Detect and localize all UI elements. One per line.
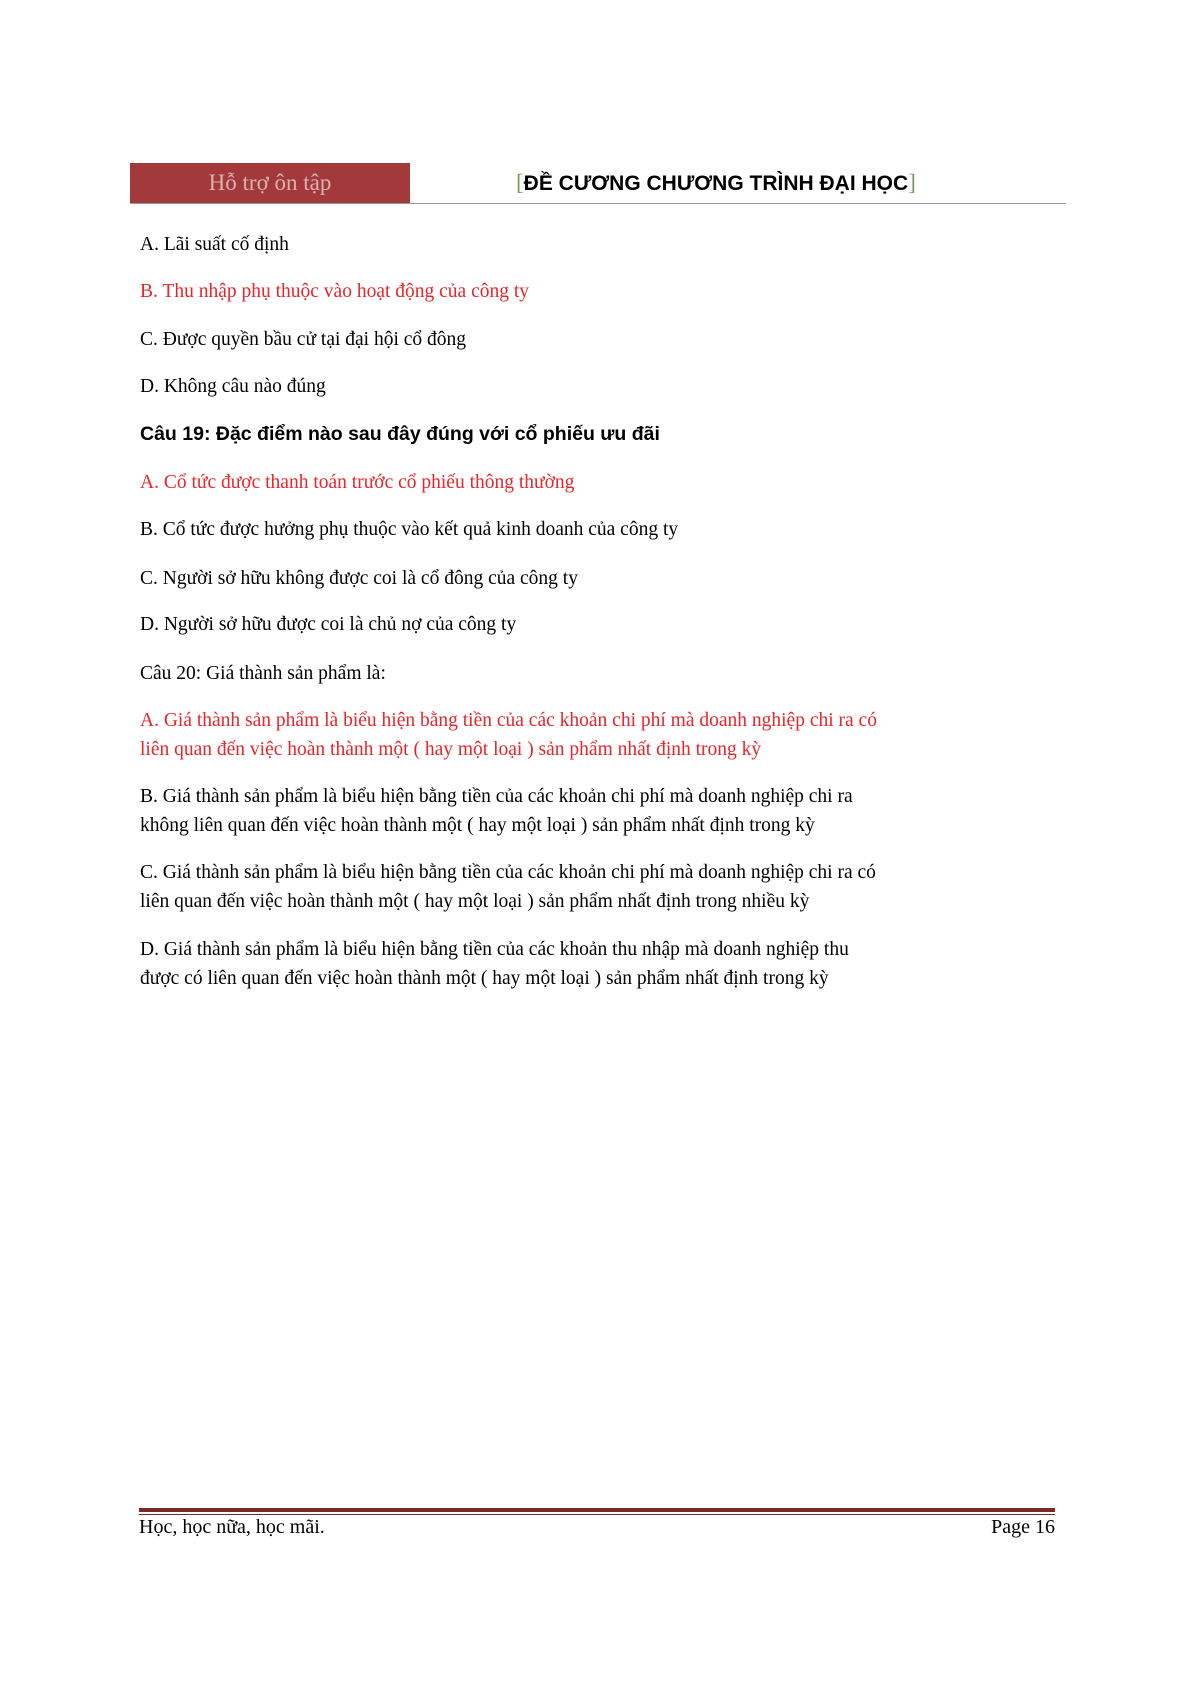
q19-option-c: C. Người sở hữu không được coi là cổ đông của công ty <box>140 568 578 589</box>
q20-option-a-answer-line2: liên quan đến việc hoàn thành một ( hay một loại ) sản phẩm nhất định trong kỳ <box>140 739 762 760</box>
q20-option-c-line1: C. Giá thành sản phẩm là biểu hiện bằng tiền của các khoản chi phí mà doanh nghiệp chi ra có <box>140 862 876 883</box>
header-title-text: ĐỀ CƯƠNG CHƯƠNG TRÌNH ĐẠI HỌC <box>523 172 909 195</box>
q20-option-d-line2: được có liên quan đến việc hoàn thành một ( hay một loại ) sản phẩm nhất định trong kỳ <box>140 968 829 989</box>
q20-option-b-line1: B. Giá thành sản phẩm là biểu hiện bằng tiền của các khoản chi phí mà doanh nghiệp chi ra <box>140 786 853 807</box>
header-bracket-close: ] <box>908 170 916 195</box>
q20-option-d-line1: D. Giá thành sản phẩm là biểu hiện bằng tiền của các khoản thu nhập mà doanh nghiệp thu <box>140 939 849 960</box>
q18-option-c: C. Được quyền bầu cử tại đại hội cổ đông <box>140 329 467 350</box>
header-rule <box>130 203 1066 204</box>
q19-option-d: D. Người sở hữu được coi là chủ nợ của công ty <box>140 614 517 635</box>
q18-option-b-answer: B. Thu nhập phụ thuộc vào hoạt động của công ty <box>140 281 530 302</box>
q19-option-b: B. Cổ tức được hưởng phụ thuộc vào kết quả kinh doanh của công ty <box>140 519 679 540</box>
q18-option-d: D. Không câu nào đúng <box>140 376 326 397</box>
header-title <box>516 166 916 200</box>
header-bracket-open: [ <box>516 170 524 195</box>
q19-question: Câu 19: Đặc điểm nào sau đây đúng với cổ phiếu ưu đãi <box>140 423 660 445</box>
footer-motto: Học, học nữa, học mãi. <box>139 1516 325 1538</box>
q20-option-c-line2: liên quan đến việc hoàn thành một ( hay một loại ) sản phẩm nhất định trong nhiều kỳ <box>140 891 810 912</box>
header-badge: Hỗ trợ ôn tập <box>130 163 410 203</box>
q18-option-a: A. Lãi suất cố định <box>140 234 289 255</box>
q19-option-a-answer: A. Cổ tức được thanh toán trước cổ phiếu thông thường <box>140 472 575 493</box>
q20-question: Câu 20: Giá thành sản phẩm là: <box>140 663 386 684</box>
page-number: Page 16 <box>991 1516 1055 1538</box>
q20-option-a-answer-line1: A. Giá thành sản phẩm là biểu hiện bằng tiền của các khoản chi phí mà doanh nghiệp chi ra có <box>140 710 877 731</box>
q20-option-b-line2: không liên quan đến việc hoàn thành một ( hay một loại ) sản phẩm nhất định trong kỳ <box>140 815 815 836</box>
